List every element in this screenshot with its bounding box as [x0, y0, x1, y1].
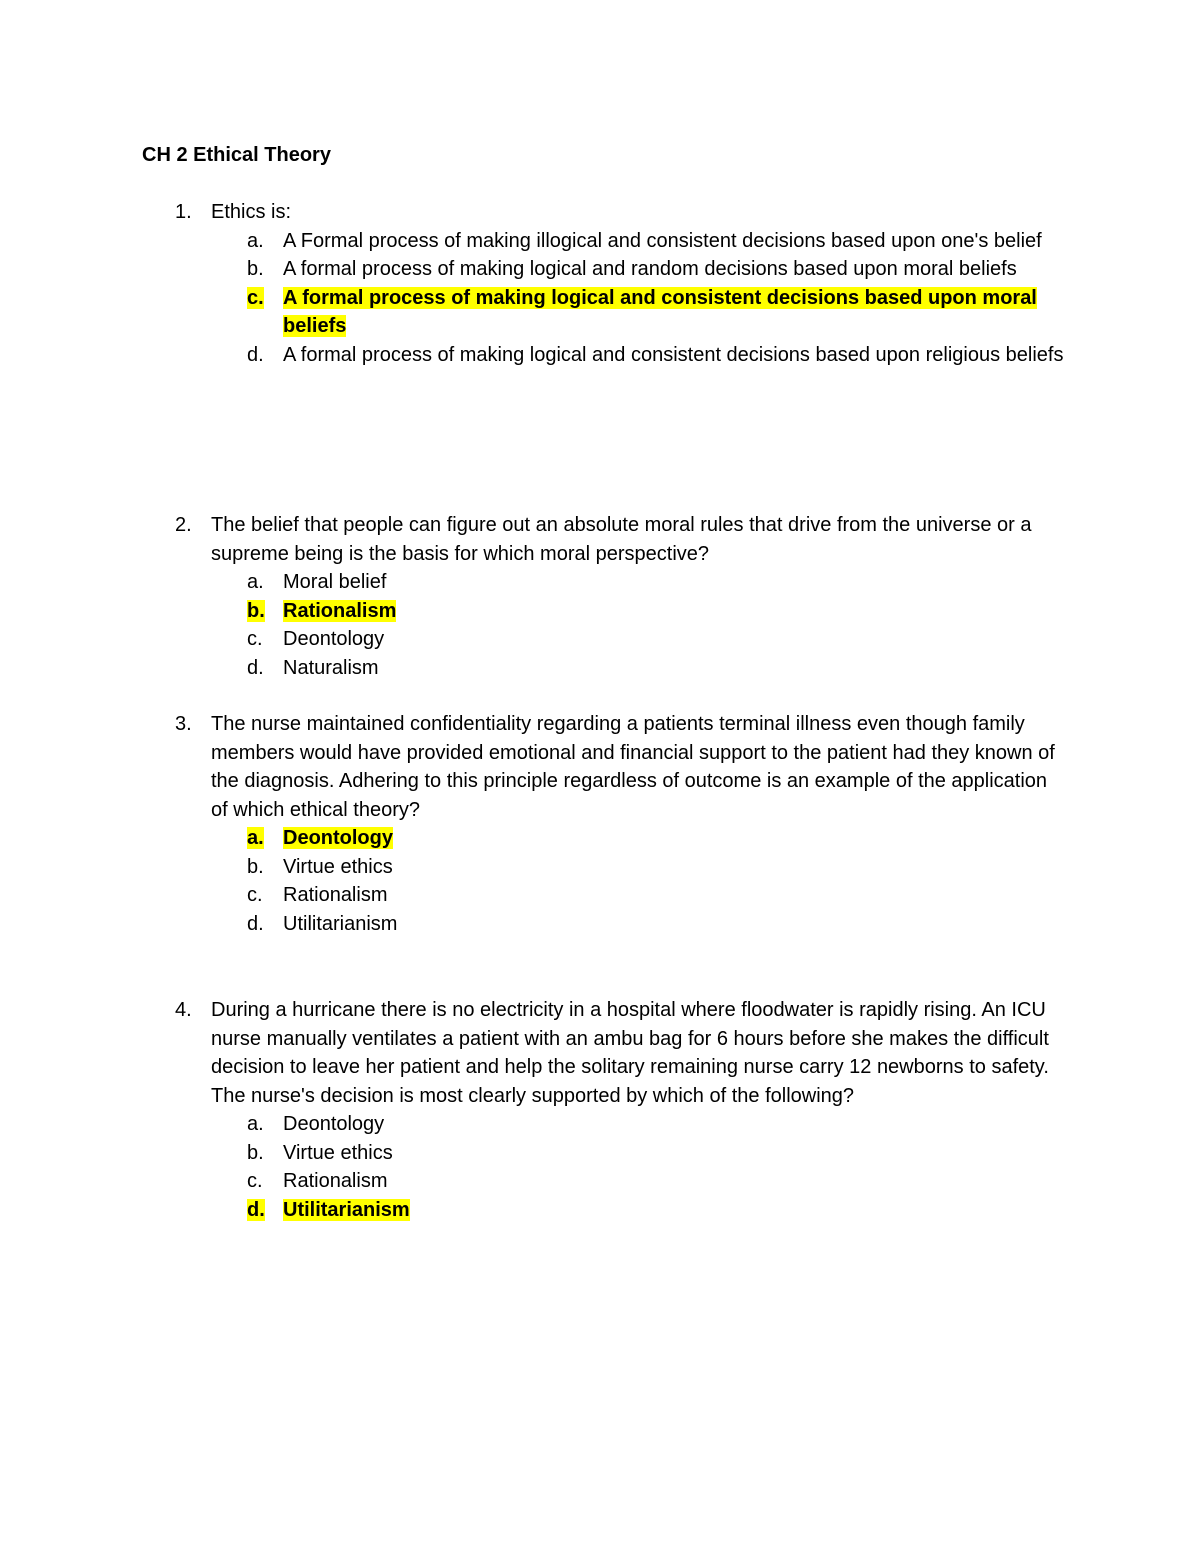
correct-answer-highlight: Deontology — [283, 827, 393, 849]
correct-answer-option-d — [247, 1196, 1065, 1225]
question-number: 1. — [175, 201, 192, 223]
option-text: Rationalism — [283, 1170, 388, 1192]
option-text: A Formal process of making illogical and consistent decisions based upon one's belief — [283, 229, 1042, 252]
option-text: Naturalism — [283, 656, 379, 679]
option-letter: c. — [247, 628, 263, 650]
option-text: Moral belief — [283, 571, 387, 593]
correct-answer-highlight: Utilitarianism — [283, 1198, 410, 1221]
answer-option-d — [247, 341, 1065, 370]
question-1 — [175, 198, 1065, 369]
question-number: 3. — [175, 713, 192, 735]
answer-option-c — [247, 625, 1065, 654]
answer-option-b — [247, 853, 1065, 882]
question-2 — [175, 511, 1065, 682]
answer-option-d — [247, 910, 1065, 939]
option-letter: a. — [247, 827, 264, 849]
question-text: The nurse maintained confidentiality regarding a patients terminal illness even though family members would have provided emotional and financial support to the patient had they known of the diagnosis. Adhering to this principle regardless of outcome is an example of the application of which ethical theory? — [211, 713, 1055, 821]
correct-answer-option-a — [247, 824, 1065, 853]
answer-options — [175, 568, 1065, 682]
option-letter: c. — [247, 884, 263, 906]
document-title: CH 2 Ethical Theory — [142, 144, 331, 166]
answer-option-d — [247, 654, 1065, 683]
answer-options — [175, 824, 1065, 938]
answer-options — [175, 1110, 1065, 1224]
option-text: Virtue ethics — [283, 855, 393, 878]
correct-answer-highlight: A formal process of making logical and consistent decisions based upon moral beliefs — [283, 286, 1037, 337]
answer-option-a — [247, 1110, 1065, 1139]
correct-answer-option-c — [247, 284, 1065, 341]
correct-answer-highlight: Rationalism — [283, 599, 397, 622]
answer-option-a — [247, 227, 1065, 256]
option-letter: b. — [247, 855, 264, 878]
question-4 — [175, 996, 1065, 1224]
option-text: Virtue ethics — [283, 1141, 393, 1164]
option-letter: d. — [247, 912, 264, 935]
answer-option-c — [247, 881, 1065, 910]
question-stem — [175, 710, 1065, 824]
option-letter: d. — [247, 1198, 265, 1221]
answer-option-b — [247, 255, 1065, 284]
question-3 — [175, 710, 1065, 938]
option-text: Rationalism — [283, 884, 388, 906]
option-text: A formal process of making logical and consistent decisions based upon religious beliefs — [283, 343, 1064, 366]
option-letter: b. — [247, 599, 265, 622]
option-letter: a. — [247, 229, 264, 252]
question-stem — [175, 511, 1065, 568]
question-text: The belief that people can figure out an absolute moral rules that drive from the universe or a supreme being is the basis for which moral perspective? — [211, 514, 1032, 565]
option-letter: b. — [247, 258, 264, 280]
question-text: Ethics is: — [211, 201, 292, 223]
answer-option-b — [247, 1139, 1065, 1168]
question-number: 2. — [175, 514, 192, 536]
option-letter: c. — [247, 286, 264, 309]
option-letter: a. — [247, 1113, 264, 1135]
option-letter: d. — [247, 656, 264, 679]
option-text: Deontology — [283, 628, 385, 650]
answer-option-c — [247, 1167, 1065, 1196]
option-letter: a. — [247, 571, 264, 593]
question-stem — [175, 996, 1065, 1110]
option-letter: c. — [247, 1170, 263, 1192]
question-text: During a hurricane there is no electricity in a hospital where floodwater is rapidly rising. An ICU nurse manually ventilates a patient with an ambu bag for 6 hours before she makes the difficult decision to leave her patient and help the solitary remaining nurse carry 12 newborns to safety. The nurse's decision is most clearly supported by which of the following? — [211, 999, 1049, 1107]
answer-option-a — [247, 568, 1065, 597]
correct-answer-option-b — [247, 597, 1065, 626]
question-stem — [175, 198, 1065, 227]
option-text: Deontology — [283, 1113, 385, 1135]
question-number: 4. — [175, 999, 192, 1021]
option-text: A formal process of making logical and random decisions based upon moral beliefs — [283, 258, 1017, 280]
option-letter: d. — [247, 343, 264, 366]
option-letter: b. — [247, 1141, 264, 1164]
option-text: Utilitarianism — [283, 912, 398, 935]
answer-options — [175, 227, 1065, 370]
